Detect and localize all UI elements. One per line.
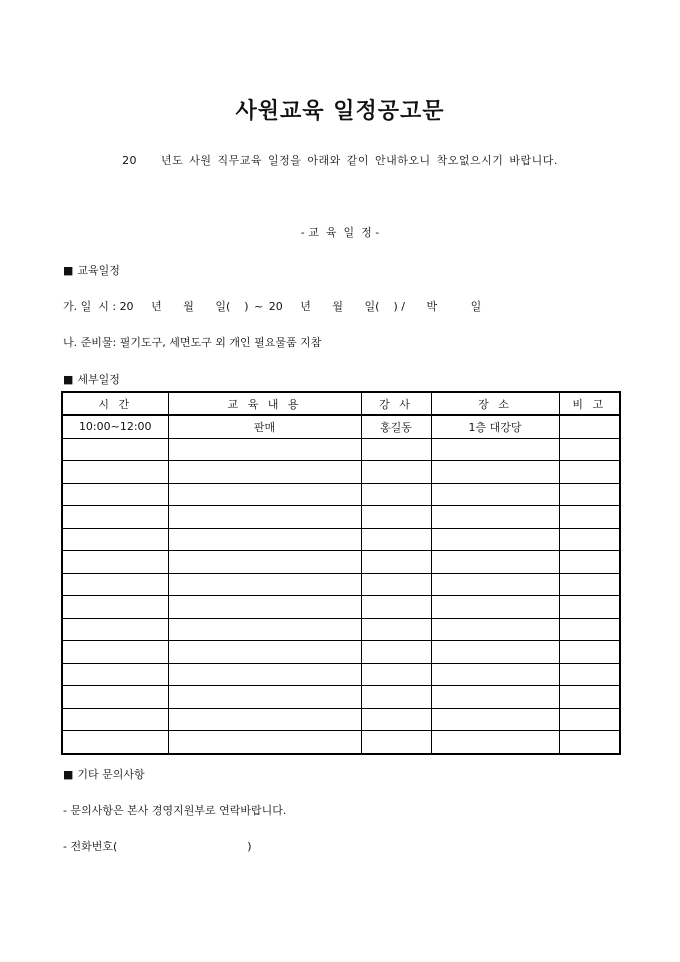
section-label: 기타 문의사항 xyxy=(77,768,145,781)
table-header-row xyxy=(62,392,620,415)
cell-instructor xyxy=(361,686,431,709)
header-content: 교 육 내 용 xyxy=(168,392,361,415)
cell-content xyxy=(168,483,361,506)
year-unit-2: 년 xyxy=(300,300,311,313)
cell-content xyxy=(168,506,361,529)
phone-close: ) xyxy=(247,840,252,853)
cell-content xyxy=(168,461,361,484)
section-label: 교육일정 xyxy=(77,264,120,277)
cell-content xyxy=(168,731,361,754)
header-location: 장 소 xyxy=(431,392,559,415)
year-prefix: 20 xyxy=(268,300,283,313)
cell-content xyxy=(168,663,361,686)
cell-content xyxy=(168,573,361,596)
cell-instructor xyxy=(361,461,431,484)
table-row xyxy=(62,731,620,754)
cell-remarks xyxy=(559,438,620,461)
cell-time xyxy=(62,528,168,551)
cell-instructor xyxy=(361,506,431,529)
item-ga-datetime xyxy=(63,298,481,314)
cell-remarks xyxy=(559,618,620,641)
section-other-inquiries xyxy=(63,766,145,782)
table-row xyxy=(62,618,620,641)
header-remarks: 비 고 xyxy=(559,392,620,415)
square-bullet-icon: ■ xyxy=(63,373,74,386)
cell-time xyxy=(62,506,168,529)
cell-remarks xyxy=(559,663,620,686)
cell-time xyxy=(62,483,168,506)
cell-instructor xyxy=(361,641,431,664)
square-bullet-icon: ■ xyxy=(63,768,74,781)
days-unit: 일 xyxy=(470,300,482,313)
cell-instructor: 홍길동 xyxy=(361,415,431,438)
day-unit: 일( ) xyxy=(215,300,249,313)
cell-content xyxy=(168,596,361,619)
cell-remarks xyxy=(559,686,620,709)
cell-location: 1층 대강당 xyxy=(431,415,559,438)
cell-remarks xyxy=(559,641,620,664)
cell-time xyxy=(62,663,168,686)
table-row xyxy=(62,641,620,664)
table-row xyxy=(62,506,620,529)
cell-location xyxy=(431,708,559,731)
day-unit-2: 일( ) / xyxy=(364,300,405,313)
nights-unit: 박 xyxy=(426,300,438,313)
header-instructor: 강 사 xyxy=(361,392,431,415)
schedule-subtitle: - 교 육 일 정 - xyxy=(300,226,380,239)
document-title: 사원교육 일정공고문 xyxy=(235,99,445,124)
cell-content xyxy=(168,438,361,461)
cell-instructor xyxy=(361,438,431,461)
header-time: 시 간 xyxy=(62,392,168,415)
cell-content xyxy=(168,528,361,551)
cell-content xyxy=(168,551,361,574)
cell-location xyxy=(431,551,559,574)
phone-line xyxy=(63,838,252,854)
cell-remarks xyxy=(559,708,620,731)
table-row xyxy=(62,438,620,461)
contact-text: - 문의사항은 본사 경영지원부로 연락바랍니다. xyxy=(63,804,287,817)
cell-remarks xyxy=(559,506,620,529)
cell-remarks xyxy=(559,483,620,506)
table-row xyxy=(62,663,620,686)
cell-location xyxy=(431,438,559,461)
cell-remarks xyxy=(559,528,620,551)
table-row xyxy=(62,686,620,709)
cell-instructor xyxy=(361,596,431,619)
cell-location xyxy=(431,573,559,596)
cell-remarks xyxy=(559,731,620,754)
cell-content xyxy=(168,686,361,709)
month-unit-2: 월 xyxy=(332,300,344,313)
cell-remarks xyxy=(559,596,620,619)
cell-content xyxy=(168,618,361,641)
cell-remarks xyxy=(559,415,620,438)
cell-content: 판매 xyxy=(168,415,361,438)
year-unit: 년 xyxy=(151,300,162,313)
square-bullet-icon: ■ xyxy=(63,264,74,277)
detail-schedule-table xyxy=(61,391,621,755)
cell-time xyxy=(62,731,168,754)
section-label: 세부일정 xyxy=(77,373,120,386)
cell-time xyxy=(62,461,168,484)
cell-instructor xyxy=(361,663,431,686)
cell-time xyxy=(62,708,168,731)
cell-time xyxy=(62,596,168,619)
table-row xyxy=(62,461,620,484)
table-row xyxy=(62,708,620,731)
section-education-schedule xyxy=(63,262,120,278)
tilde-separator: ~ xyxy=(254,300,264,313)
cell-location xyxy=(431,663,559,686)
cell-time xyxy=(62,573,168,596)
cell-instructor xyxy=(361,708,431,731)
cell-time xyxy=(62,551,168,574)
table-row xyxy=(62,573,620,596)
cell-location xyxy=(431,461,559,484)
cell-time xyxy=(62,686,168,709)
cell-instructor xyxy=(361,573,431,596)
cell-content xyxy=(168,708,361,731)
cell-remarks xyxy=(559,551,620,574)
item-na-supplies: 나. 준비물: 필기도구, 세면도구 외 개인 필요물품 지참 xyxy=(63,336,322,349)
cell-remarks xyxy=(559,573,620,596)
cell-instructor xyxy=(361,618,431,641)
table-row xyxy=(62,415,620,438)
cell-time xyxy=(62,618,168,641)
cell-content xyxy=(168,641,361,664)
table-row xyxy=(62,551,620,574)
cell-location xyxy=(431,686,559,709)
cell-location xyxy=(431,506,559,529)
cell-location xyxy=(431,641,559,664)
table-row xyxy=(62,596,620,619)
cell-location xyxy=(431,483,559,506)
section-detail-schedule xyxy=(63,371,120,387)
cell-time xyxy=(62,641,168,664)
datetime-prefix: 가. 일 시 : 20 xyxy=(63,300,134,313)
cell-location xyxy=(431,528,559,551)
cell-location xyxy=(431,731,559,754)
cell-location xyxy=(431,618,559,641)
month-unit: 월 xyxy=(183,300,194,313)
cell-time xyxy=(62,438,168,461)
table-row xyxy=(62,483,620,506)
table-row xyxy=(62,528,620,551)
cell-time: 10:00~12:00 xyxy=(62,415,168,438)
cell-instructor xyxy=(361,731,431,754)
cell-instructor xyxy=(361,551,431,574)
cell-instructor xyxy=(361,483,431,506)
cell-location xyxy=(431,596,559,619)
cell-instructor xyxy=(361,528,431,551)
intro-text: 20 년도 사원 직무교육 일정을 아래와 같이 안내하오니 착오없으시기 바랍니다. xyxy=(122,154,558,167)
cell-remarks xyxy=(559,461,620,484)
phone-label: - 전화번호( xyxy=(63,840,118,853)
